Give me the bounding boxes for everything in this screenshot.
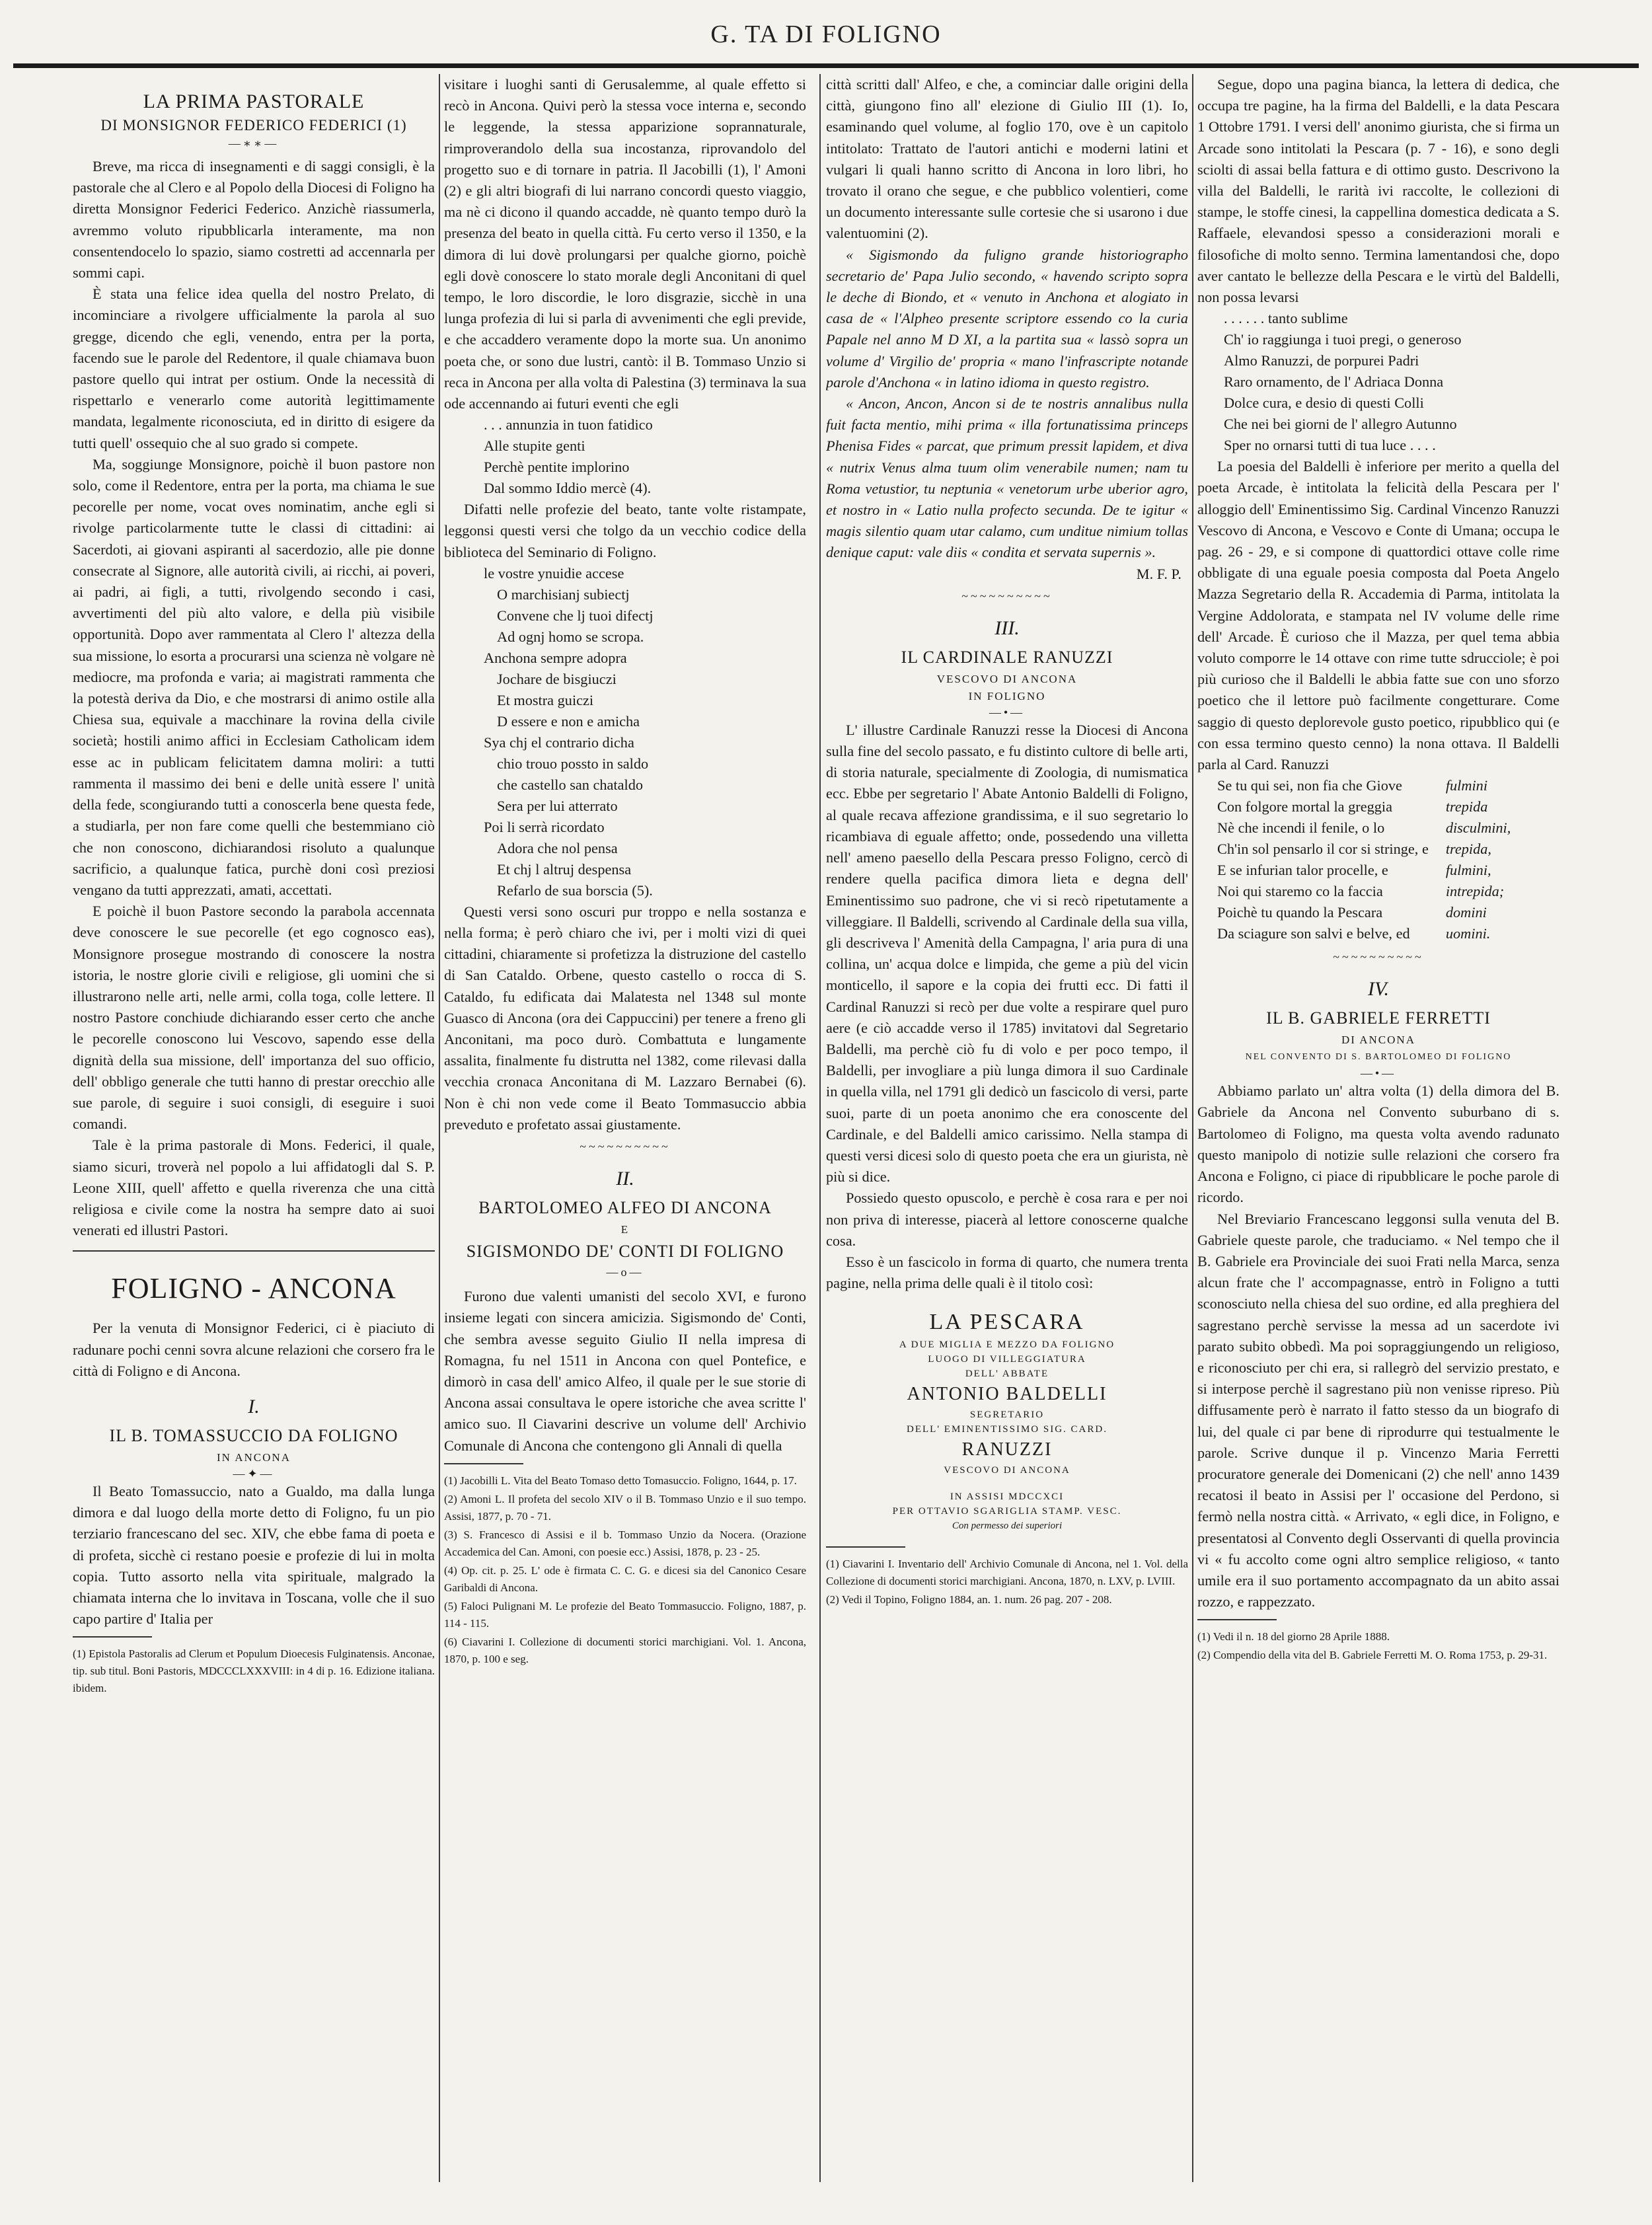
ornament: ~~~~~~~~~~ xyxy=(580,1140,671,1154)
part-number: III. xyxy=(995,617,1020,639)
ornament: ~~~~~~~~~~ xyxy=(1333,950,1424,964)
verse xyxy=(444,414,806,499)
part-subtitle: IN ANCONA xyxy=(217,1451,291,1464)
paragraph: Segue, dopo una pagina bianca, la lettera di dedica, che occupa tre pagine, ha la firma del Baldelli, e la data Pescara 1 Ottobre 1791. I versi dell' anonimo giurista, che si firma un Arcade sono intitolati la Pescara (p. 7 - 16), e sono degli sciolti di assai bella fattura e di ottimo gusto. Descrivono la villa del Baldelli, le rarità ivi raccolte, le collezioni di stampe, le stoffe cinesi, la cappellina domestica dedicata a S. Raffaele, elevandosi spesso a considerazioni morali e filosofiche di molto senno. Termina lamentandosi che, dopo aver cantato le bellezze della Pescara e le virtù del Baldelli, non possa levarsi xyxy=(1197,76,1559,306)
footnotes xyxy=(826,1556,1188,1608)
title-page-line: LA PESCARA xyxy=(929,1310,1085,1335)
verse-line xyxy=(1217,860,1511,881)
verse-rhyme: trepida, xyxy=(1445,841,1491,858)
title-page-line: DELL' EMINENTISSIMO SIG. CARD. xyxy=(907,1424,1108,1435)
column-divider xyxy=(819,74,821,2182)
footnote-rule xyxy=(1197,1619,1277,1620)
verse-text: Da sciagure son salvi e belve, ed xyxy=(1217,925,1410,942)
section-title: FOLIGNO - ANCONA xyxy=(111,1272,396,1305)
paragraph: Ma, soggiunge Monsignore, poichè il buon pastore non solo, come il Redentore, entra per la porta, ma chiama le sue pecorelle per nome, vocat oves nominatim, anche egli si rivolge particolarmente tutte le classi di cittadini: ai Sacerdoti, ai giovani aspiranti al sacerdozio, alle pie donne consecrate al Signore, alle autorità civili, ai ricchi, ai poveri, ai padri, ai figli, a tutti, rivolgendo secondo i casi, avvertimenti del più alto valore, e della più visibile opportunità. Dopo aver rammentata al Clero l' altezza della sua missione, lo esorta a procurarsi una scienza nè volgare nè mediocre, ma profonda e varia; ai magistrati rammenta che la potestà deriva da Dio, e che mostrarsi di animo ostile alla Chiesa sua, equivale a macchinare la rovina della civile società; hostili animo affici in Ecclesiam Catholicam idem esse ac in publicam felicitatem damna moliri: a tutti rammenta il massimo dei beni e delle unità essere l' unità della fede, scongiurando tutti a conoscerla bene questa fede, a studiarla, per non fare come quelli che bestemmiano ciò che non conoscono, dichiarandosi risoluto a qualunque sacrificio, a qualunque fatica, purchè doni così preziosi vengano da tutti apprezzati, amati, accettati. xyxy=(73,455,435,898)
part-subtitle: NEL CONVENTO DI S. BARTOLOMEO DI FOLIGNO xyxy=(1245,1052,1512,1063)
verse-line: che castello san chataldo xyxy=(497,776,644,793)
paragraph: città scritti dall' Alfeo, e che, a cominciar dalle origini della città, giungono fino all' elezione di Giulio III (1). Io, esaminando quel volume, al foglio 170, ove è un capitolo intitolato: Trattato de l'autori antichi e moderni latini et vulgari li quali hanno scritto di Ancona in loro libri, ho trovato il orano che segue, e che pubblico volentieri, come un documento interessante sulle cortesie che si usarono i due valentuomini (2). xyxy=(826,76,1188,242)
title-page-line: VESCOVO DI ANCONA xyxy=(944,1465,1070,1476)
part-title: IL B. GABRIELE FERRETTI xyxy=(1266,1008,1491,1028)
verse-line: Sya chj el contrario dicha xyxy=(484,734,634,751)
footnote: (1) Vedi il n. 18 del giorno 28 Aprile 1888. xyxy=(1197,1630,1390,1643)
column-divider xyxy=(1192,74,1193,2182)
verse-line: Ch' io raggiunga i tuoi pregi, o generoso xyxy=(1224,331,1462,348)
footnote: (5) Faloci Pulignani M. Le profezie del Beato Tommasuccio. Foligno, 1887, p. 114 - 115. xyxy=(444,1599,806,1630)
verse-text: Noi qui staremo co la faccia xyxy=(1217,883,1383,900)
verse-line: le vostre ynuidie accese xyxy=(484,564,624,582)
paragraph: Tale è la prima pastorale di Mons. Federici, il quale, siamo sicuri, troverà nel popolo a lui affidatogli dal S. P. Leone XIII, quell' affetto e quella riverenza che una città religiosa e civile come la nostra ha sempre dato ai suoi venerati ed illustri Pastori. xyxy=(73,1137,435,1239)
ornament: —∗∗— xyxy=(228,137,280,150)
verse-line: Anchona sempre adopra xyxy=(484,649,627,666)
footnote: (2) Compendio della vita del B. Gabriele Ferretti M. O. Roma 1753, p. 29-31. xyxy=(1197,1649,1548,1662)
footnotes xyxy=(444,1472,806,1668)
verse-line xyxy=(1217,839,1511,860)
verse-line: chio trouo possto in saldo xyxy=(497,755,649,772)
verse-rhyme: fulmini xyxy=(1445,777,1488,794)
part-conjunction: E xyxy=(620,1223,630,1236)
verse-line: Refarlo de sua borscia (5). xyxy=(497,882,653,899)
verse-line xyxy=(1217,881,1511,902)
verse-text: Se tu qui sei, non fia che Giove xyxy=(1217,777,1402,794)
verse-rhyme: uomini. xyxy=(1445,925,1491,942)
verse-line: Et mostra guiczi xyxy=(497,691,594,708)
verse-line: . . . . . . tanto sublime xyxy=(1224,310,1348,327)
footnote: (2) Vedi il Topino, Foligno 1884, an. 1. num. 26 pag. 207 - 208. xyxy=(826,1593,1112,1606)
part-subtitle: DI ANCONA xyxy=(1341,1034,1415,1047)
verse-rhyme: fulmini, xyxy=(1445,862,1491,879)
footnotes xyxy=(1197,1628,1559,1664)
footnote: (1) Ciavarini I. Inventario dell' Archivio Comunale di Ancona, nel 1. Vol. della Collezione di documenti storici marchigiani. Ancona, 1870, n. LXV, p. LVIII. xyxy=(826,1558,1188,1588)
verse-line: O marchisianj subiectj xyxy=(497,585,630,603)
part-subtitle: VESCOVO DI ANCONA xyxy=(936,672,1078,685)
footnote: (2) Amoni L. Il profeta del secolo XIV o il B. Tommaso Unzio e il suo tempo. Assisi, 1877, p. 70 - 71. xyxy=(444,1492,806,1523)
title-page-line: LUOGO DI VILLEGGIATURA xyxy=(928,1354,1086,1365)
paragraph: Per la venuta di Monsignor Federici, ci è piaciuto di radunare pochi cenni sovra alcune relazioni che corsero fra le città di Foligno e di Ancona. xyxy=(73,1320,435,1379)
paragraph: Esso è un fascicolo in forma di quarto, che numera trenta pagine, nella prima delle quali è il titolo così: xyxy=(826,1253,1188,1292)
footnote: (1) Epistola Pastoralis ad Clerum et Populum Dioecesis Fulginatensis. Anconae, tip. sub titul. Boni Pastoris, MDCCCLXXXVIII: in 4 di p. 16. Edizione italiana. ibidem. xyxy=(73,1647,435,1695)
footnote-rule xyxy=(444,1463,523,1464)
quotation: « Ancon, Ancon, Ancon si de te nostris annalibus nulla fuit facta mentio, mihi prima « illa fortunatissima princeps Phenisa Fides « parcat, que primum pressit lapidem, et diva « nutrix Venus alma tuum olim venerabile numen; nam tu Roma vetustior, tu neptunia « venetorum urbe uberior agro, et nostro in « Latio nulla profecto secunda. De te igitur « magis silentio quam utar calamo, cum unditue nimium tollas denique caput: vale diis « condita et servata supernis ». xyxy=(826,395,1188,561)
paragraph: Difatti nelle profezie del beato, tante volte ristampate, leggonsi questi versi che tolgo da un vecchio codice della biblioteca del Seminario di Foligno. xyxy=(444,501,806,560)
column-1 xyxy=(73,74,435,2202)
paragraph: Furono due valenti umanisti del secolo XVI, e furono insieme legati con sincera amicizia. Sigismondo de' Conti, che sembra avesse seguito Giulio II nella impresa di Romagna, fu nel 1511 in Ancona con quel Pontefice, e dimorò in casa dell' amico Alfeo, il quale per le sue storie di Ancona assai consultava le opere istoriche che avea scritte l' amico suo. Il Ciavarini descrive un volume dell' Archivio Comunale di Ancona che contengono gli Annali di quella xyxy=(444,1288,806,1454)
verse-line: D essere e non e amicha xyxy=(497,712,640,730)
column-3 xyxy=(826,74,1188,2202)
paragraph: L' illustre Cardinale Ranuzzi resse la Diocesi di Ancona sulla fine del secolo passato, e fu distinto cultore di belle arti, di storia naturale, specialmente di Zoologia, di numismatica ecc. Ebbe per segretario l' Abate Antonio Baldelli di Foligno, al quale recava affezione grandissima, e il suo segretario lo ricambiava di eguale affetto; onde, possedendo una villetta nell' ameno paesello della Pescara presso Foligno, cercò di rendere quella pacifica dimora lieta e degna dell' Eminentissimo suo padrone, che vi si recò ripetutamente a villeggiare. Il Baldelli, scrivendo al Cardinale della sua villa, gli descriveva l' Amenità della Campagna, l' aria pura di una collina, un' acqua dolce e limpida, che geme a più del vicin monticello, il sapore e la copia dei frutti ecc. Di fatti il Cardinal Ranuzzi si recò per due volte a respirare quel puro aere (e ciò accadde verso il 1785) invitatovi dal Segretario Baldelli, ma perchè ciò fu di volo e per poco tempo, il Baldelli, per invogliare a più lunga dimora il suo Cardinale in quella villa, nel 1791 gli dedicò un fascicolo di versi, parte suoi, parte di un poeta anonimo che era conoscente del Cardinale, e del Baldelli amico carissimo. Nella stampa di questi versi dicesi solo di questo poeta che era un giurista, nè più si dice. xyxy=(826,721,1188,1186)
verse-line: Alle stupite genti xyxy=(484,437,585,455)
article-title: LA PRIMA PASTORALE xyxy=(143,91,365,112)
verse-line: . . . annunzia in tuon fatidico xyxy=(484,416,653,434)
part-title: SIGISMONDO DE' CONTI DI FOLIGNO xyxy=(466,1242,784,1262)
title-page-line: DELL' ABBATE xyxy=(965,1369,1049,1380)
article-subtitle: DI MONSIGNOR FEDERICO FEDERICI (1) xyxy=(100,117,407,133)
part-title: BARTOLOMEO ALFEO DI ANCONA xyxy=(478,1198,772,1218)
ornament: —✦— xyxy=(233,1466,275,1480)
verse-line xyxy=(1217,775,1511,796)
verse-text: Con folgore mortal la greggia xyxy=(1217,798,1393,815)
verse-rhyme: trepida xyxy=(1445,798,1488,815)
part-number: II. xyxy=(616,1168,634,1190)
paragraph: Possiedo questo opuscolo, e perchè è cosa rara e per noi non priva di interesse, piacerà al lettore conoscerne qualche cosa. xyxy=(826,1189,1188,1249)
ornament: —•— xyxy=(989,705,1026,719)
rhymed-octave xyxy=(1217,775,1511,944)
top-rule xyxy=(13,63,1639,68)
title-page-line: RANUZZI xyxy=(961,1439,1053,1460)
verse-line: Raro ornamento, de l' Adriaca Donna xyxy=(1224,373,1444,391)
part-title: IL CARDINALE RANUZZI xyxy=(901,647,1113,667)
verse-line: Perchè pentite implorino xyxy=(484,459,630,476)
verse-line: Et chj l altruj despensa xyxy=(497,860,632,878)
title-page-line: ANTONIO BALDELLI xyxy=(907,1384,1108,1405)
part-title: IL B. TOMASSUCCIO DA FOLIGNO xyxy=(109,1425,398,1445)
paragraph: Breve, ma ricca di insegnamenti e di saggi consigli, è la pastorale che al Clero e al Popolo della Diocesi di Foligno ha diretta Monsignor Federici Federico. Anzichè riassumerla, avremmo voluto ripubblicarla interamente, ma non consentendocelo lo spazio, siamo costretti ad accennarla per sommi capi. xyxy=(73,158,435,282)
column-4 xyxy=(1197,74,1559,2202)
signature: M. F. P. xyxy=(1136,565,1182,582)
title-page xyxy=(826,1307,1188,1533)
paragraph: Questi versi sono oscuri pur troppo e nella sostanza e nella forma; è però chiaro che ivi, per i molti vizi di quei cittadini, chiaramente si profetizza la distruzione del castello di San Cataldo. Orbene, questo castello o rocca di S. Cataldo, fu edificata dai Malatesta nel 1348 sul monte Guasco di Ancona (ora dei Cappuccini) per tenere a freno gli Anconitani, ma poco durò. Combattuta e lungamente assalita, finalmente fu distrutta nel 1382, come rilevasi dalla vecchia cronaca Anconitana di M. Lazzaro Bernabei (6). Non è chi non vede come il Beato Tommasuccio abbia preveduto e profetato assai giustamente. xyxy=(444,903,806,1133)
paragraph: Nel Breviario Francescano leggonsi sulla venuta del B. Gabriele queste parole, che traduciamo. « Nel tempo che il B. Gabriele era Provinciale dei suoi Frati nella Marca, senza alcun frate che l' accompagnasse, entrò in Foligno a tutti sconosciuto nella chiesa del suo ordine, ed alla preghiera del sagrestano perchè servisse la messa ad un sacerdote ivi parato subito obbedì. Ma poi sopraggiungendo un religioso, e riconosciuto per chi era, si rallegrò del servizio prestato, e si interpose perchè il sagrestano più non venisse ripreso. Più diffusamente però è narrato il fatto stesso da un biografo di lui, del quale ci par bene di riprodurre qui testualmente le parole. Scrive dunque il p. Vincenzo Maria Ferretti procuratore generale dei Domenicani (2) che nell' anno 1439 recatosi il beato in Assisi per l' occasione del Perdono, si fermò nella nostra città. « Arrivato, « egli dice, in Foligno, e presentatosi al Convento degli Osservanti di quella provincia vi « fu accolto come ogni altro semplice religioso, « tanto umile era il suo portamento accompagnato da un abito assai rozzo, e rappezzato. xyxy=(1197,1210,1559,1610)
verse-line: Dal sommo Iddio mercè (4). xyxy=(484,480,652,497)
part-subtitle: IN FOLIGNO xyxy=(968,689,1046,702)
verse xyxy=(1197,308,1559,456)
paragraph: La poesia del Baldelli è inferiore per merito a quella del poeta Arcade, è intitolata la felicità della Pescara per l' alloggio dell' Eminentissimo Sig. Cardinal Vincenzo Ranuzzi Vescovo di Ancona, e Vescovo e Conte di Umana; occupa le pag. 26 - 29, e si compone di quattordici ottave colle rime obbligate di una eguale poesia composta dal Poeta Angelo Mazza Segretario della R. Accademia di Parma, intitolata la Vergine Addolorata, e stampata nel IV volume delle rime dell' Arcade. È curioso che il Mazza, per quel tema abbia voluto comporre le 14 ottave con rime tutte sdrucciole; è poi più curioso che il Baldelli le abbia fatte sue con uno sforzo poetico che il lettore può facilmente congetturare. Come saggio di questo deplorevole gusto poetico, ripubblico qui (e con essa termino questo cenno) la nona ottava. Il Baldelli parla al Card. Ranuzzi xyxy=(1197,458,1559,773)
title-page-line: A DUE MIGLIA E MEZZO DA FOLIGNO xyxy=(899,1339,1115,1351)
verse-line xyxy=(1217,902,1511,923)
title-page-line: SEGRETARIO xyxy=(969,1410,1045,1421)
verse-line xyxy=(1217,796,1511,817)
paragraph: visitare i luoghi santi di Gerusalemme, al quale effetto si recò in Ancona. Quivi però la stessa voce interna e, secondo le leggende, la stessa apparizione soprannaturale, rimproverandolo della sua incostanza, riprovandolo del progetto suo e di tornare in patria. Il Jacobilli (1), l' Amoni (2) e gli altri biografi di lui narrano concordi questo viaggio, ma nè ci dicono il quando accadde, nè quanto tempo durò la presenza del beato in quella città. Fu certo verso il 1350, e la dimora di lui dovè prolungarsi per qualche giorno, poichè egli dovè conoscere lo stato morale degli Anconitani di quel tempo, le loro discordie, le loro disgrazie, sicchè in una lunga profezia di lui si parla di avvenimenti che egli previde, e che accaddero veramente dopo la morte sua. Un anonimo poeta che, or sono due lustri, cantò: il B. Tommaso Unzio si reca in Ancona per alla volta di Palestina (3) terminava la sua ode accennando ai futuri eventi che egli xyxy=(444,76,806,412)
verse-line xyxy=(1217,923,1511,944)
quotation: « Sigismondo da fuligno grande historiographo secretario de' Papa Julio secondo, « havendo scripto sopra le deche di Biondo, et « venuto in Anchona et alogiato in casa de « l'Alpheo presente scriptore essendo co la curia Papale nel anno M D XI, a la partita sua « lassò sopra un volume d' Virgilio de' propria « mano l'infrascripte notande parole d'Anchona « in latino idioma in questo registro. xyxy=(826,246,1188,391)
footnote-rule xyxy=(826,1546,905,1548)
verse-text: Poichè tu quando la Pescara xyxy=(1217,904,1383,921)
verse-line: Convene che lj tuoi difectj xyxy=(497,607,654,624)
verse-rhyme: intrepida; xyxy=(1445,883,1505,900)
paragraph: E poichè il buon Pastore secondo la parabola accennata deve conoscere le sue pecorelle (et ego cognosco eas), Monsignore prosegue mostrando di conoscere la nostra istoria, le nostre glorie civili e religiose, gli uomini che si illustrarono nelle arti, nelle armi, colla toga, colle lettere. Il nostro Pastore conchiude dichiarando esser certo che anche le pecorelle conoscono lui Vescovo, sapendo esse della dignità della sua missione, dell' importanza del suo officio, dell' obbligo generale che tutti hanno di prestar orecchio alle sue parole, di seguire i suoi consigli, di eseguire i suoi comandi. xyxy=(73,903,435,1133)
verse-line: Sper no ornarsi tutti di tua luce . . . . xyxy=(1224,437,1436,454)
paragraph: È stata una felice idea quella del nostro Prelato, di incominciare a rivolgere ufficialmente la parola al suo gregge, dicendo che egli, venendo, entra per la porta, facendo sue le parole del Redentore, il quale chiamava buon pastore quello qui intrat per ostium. Onde la necessità di rispettarlo e venerarlo come autorità legittimamente mandata, legalmente riconosciuta, ed in diritto di esigere da tutti quell' ossequio che al suo grado si compete. xyxy=(73,285,435,451)
column-divider xyxy=(439,74,440,2182)
part-number: IV. xyxy=(1368,978,1389,1000)
verse-line: Dolce cura, e desio di questi Colli xyxy=(1224,395,1424,412)
part-number: I. xyxy=(248,1395,260,1417)
verse-line: Adora che nol pensa xyxy=(497,839,618,856)
column-2 xyxy=(444,74,806,2202)
verse-line: Che nei bei giorni de l' allegro Autunno xyxy=(1224,416,1457,433)
title-page-line: PER OTTAVIO SGARIGLIA STAMP. VESC. xyxy=(892,1506,1122,1517)
ornament: ~~~~~~~~~~ xyxy=(961,589,1053,603)
ornament: —o— xyxy=(606,1265,644,1279)
divider xyxy=(73,1250,435,1252)
verse-text: E se infurian talor procelle, e xyxy=(1217,862,1388,879)
footnote-rule xyxy=(73,1636,152,1638)
footnote: (6) Ciavarini I. Collezione di documenti storici marchigiani. Vol. 1. Ancona, 1870, p. 100 e seg. xyxy=(444,1635,806,1665)
verse-text: Nè che incendi il fenile, o lo xyxy=(1217,819,1385,837)
verse xyxy=(444,563,806,901)
verse-line: Ad ognj homo se scropa. xyxy=(497,628,644,645)
masthead: G. TA DI FOLIGNO xyxy=(710,20,942,48)
footnote: (1) Jacobilli L. Vita del Beato Tomaso detto Tomasuccio. Foligno, 1644, p. 17. xyxy=(444,1474,797,1487)
footnote: (4) Op. cit. p. 25. L' ode è firmata C. C. G. e dicesi sia del Canonico Cesare Garibaldi di Ancona. xyxy=(444,1564,806,1594)
verse-rhyme: domini xyxy=(1445,904,1487,921)
title-page-line: Con permesso dei superiori xyxy=(952,1521,1063,1532)
verse-line: Sera per lui atterrato xyxy=(497,797,618,814)
verse-line xyxy=(1217,817,1511,839)
footnote: (3) S. Francesco di Assisi e il b. Tommaso Unzio da Nocera. (Orazione Accademica del Can. Amoni, con poesie ecc.) Assisi, 1878, p. 23 - 25. xyxy=(444,1528,806,1558)
verse-rhyme: disculmini, xyxy=(1445,819,1511,837)
paragraph: Abbiamo parlato un' altra volta (1) della dimora del B. Gabriele da Ancona nel Convento suburbano di s. Bartolomeo di Foligno, ma questa volta avendo radunato questo manipolo di notizie sulle relazioni che corsero fra Ancona e Foligno, ci piace di ripubblicare le poche parole di ricordo. xyxy=(1197,1082,1559,1206)
verse-line: Almo Ranuzzi, de porpurei Padri xyxy=(1224,352,1419,369)
verse-text: Ch'in sol pensarlo il cor si stringe, e xyxy=(1217,841,1429,858)
paragraph: Il Beato Tomassuccio, nato a Gualdo, ma dalla lunga dimora e dal luogo della morte detto di Foligno, fu un pio terziario francescano del sec. XIV, che ebbe fama di poeta e di profeta, sicchè ci restano poesie e profezie di lui in molta copia. Tutto assorto nella vita spirituale, malgrado la chiamata interna che lo invitava in Toscana, volle che il suo capo partire d' Italia per xyxy=(73,1482,435,1628)
ornament: —•— xyxy=(1360,1067,1397,1080)
title-page-line: IN ASSISI MDCCXCI xyxy=(950,1491,1065,1503)
verse-line: Jochare de bisgiuczi xyxy=(497,670,617,687)
verse-line: Poi li serrà ricordato xyxy=(484,818,605,835)
